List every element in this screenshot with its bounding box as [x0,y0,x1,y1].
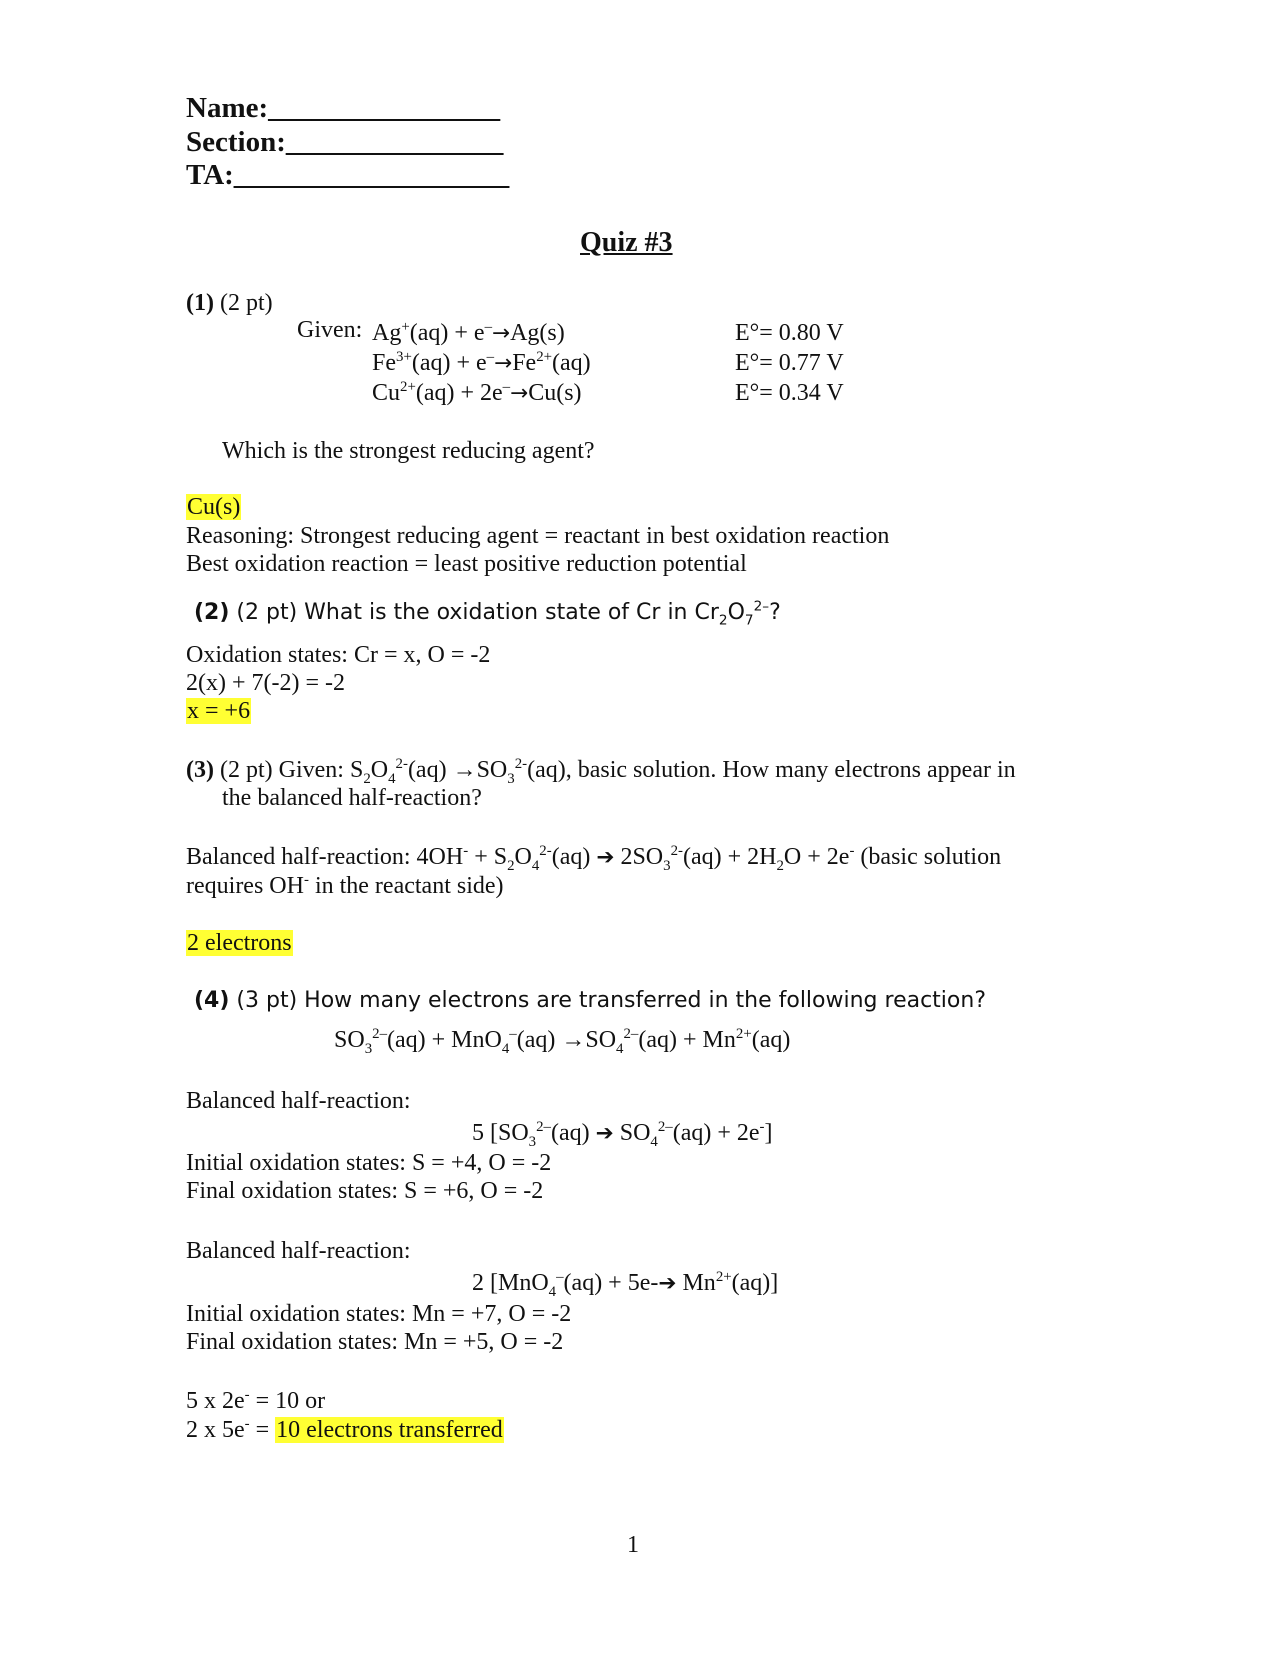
q3-heading: (3) (2 pt) Given: $S_2O_4^{2-}(aq) \to SO_3^{2-}(aq)$, basic solution. How many electrons appear in [186,756,1016,787]
q1-number: (1) [186,290,214,316]
q3-heading-line2: the balanced half-reaction? [222,785,482,811]
q4-half2-reaction: 2 [MnO$_4$–(aq) + 5e-➔ $Mn^{2+}(aq)$] [472,1269,779,1300]
name-field-label: Name:________________ [186,92,501,124]
q4-calc-line1: 5 x 2e- = 10 or [186,1387,326,1414]
q4-half1-label: Balanced half-reaction: [186,1088,411,1114]
q1-potential-ag: E°= 0.80 V [735,320,844,346]
q1-reasoning-line2: Best oxidation reaction = least positive reduction potential [186,551,747,577]
q2-heading: (2) (2 pt) What is the oxidation state of Cr in $Cr_2O_7^{2-}$? [194,598,781,629]
q1-reasoning-line1: Reasoning: Strongest reducing agent = reactant in best oxidation reaction [186,523,890,549]
q4-half1-initial: Initial oxidation states: S = +4, O = -2 [186,1150,552,1176]
q2-answer: x = +6 [187,698,251,724]
q1-reaction-ag: Ag+(aq) + e–→Ag(s) [372,319,565,346]
q4-reaction: $SO_3^{2-}(aq) + MnO_4^-(aq) \to SO_4^{2-}(aq) + Mn^{2+}(aq)$ [334,1026,791,1057]
q1-potential-cu: E°= 0.34 V [735,380,844,406]
q2-oxidation-states: Oxidation states: Cr = x, O = -2 [186,642,491,668]
q4-half1-final: Final oxidation states: S = +6, O = -2 [186,1178,544,1204]
q1-points: (2 pt) [219,290,273,316]
section-field-label: Section:_______________ [186,126,504,158]
q3-answer: 2 electrons [187,930,292,956]
q4-half2-initial: Initial oxidation states: Mn = +7, O = -2 [186,1301,572,1327]
q3-balanced-reaction: Balanced half-reaction: $4OH^- + S_2O_4^{2-}(aq)$ ➔ $2SO_3^{2-}(aq) + 2H_2O + 2e^-$ (basic solution [186,843,1002,874]
q4-calc-line2: 2 x 5e- = 10 electrons transferred [186,1416,503,1443]
q1-potential-fe: E°= 0.77 V [735,350,844,376]
q4-answer: 10 electrons transferred [276,1417,503,1443]
q1-given-label: Given: [297,317,363,343]
q1-reaction-cu: $Cu^{2+}(aq) + 2e^-\to Cu(s)$ [372,379,582,406]
q4-half2-label: Balanced half-reaction: [186,1238,411,1264]
ta-field-label: TA:___________________ [186,159,510,191]
page-title: Quiz #3 [580,227,673,258]
q1-question: Which is the strongest reducing agent? [222,438,595,464]
q1-answer: Cu(s) [187,494,241,520]
q3-balanced-reaction-line2: requires OH- in the reactant side) [186,872,504,899]
q2-equation: 2(x) + 7(-2) = -2 [186,670,346,696]
q4-half1-reaction: 5 [$SO_3^{2-}(aq)$ ➔ $SO_4^{2-}(aq) + 2e^-$] [472,1119,773,1150]
q1-heading [186,290,273,318]
page-number: 1 [627,1532,639,1558]
q4-half2-final: Final oxidation states: Mn = +5, O = -2 [186,1329,564,1355]
q1-reaction-fe: $Fe^{3+}(aq) + e^-\to Fe^{2+}(aq)$ [372,349,591,376]
q4-heading: (4) (3 pt) How many electrons are transferred in the following reaction? [194,988,987,1013]
